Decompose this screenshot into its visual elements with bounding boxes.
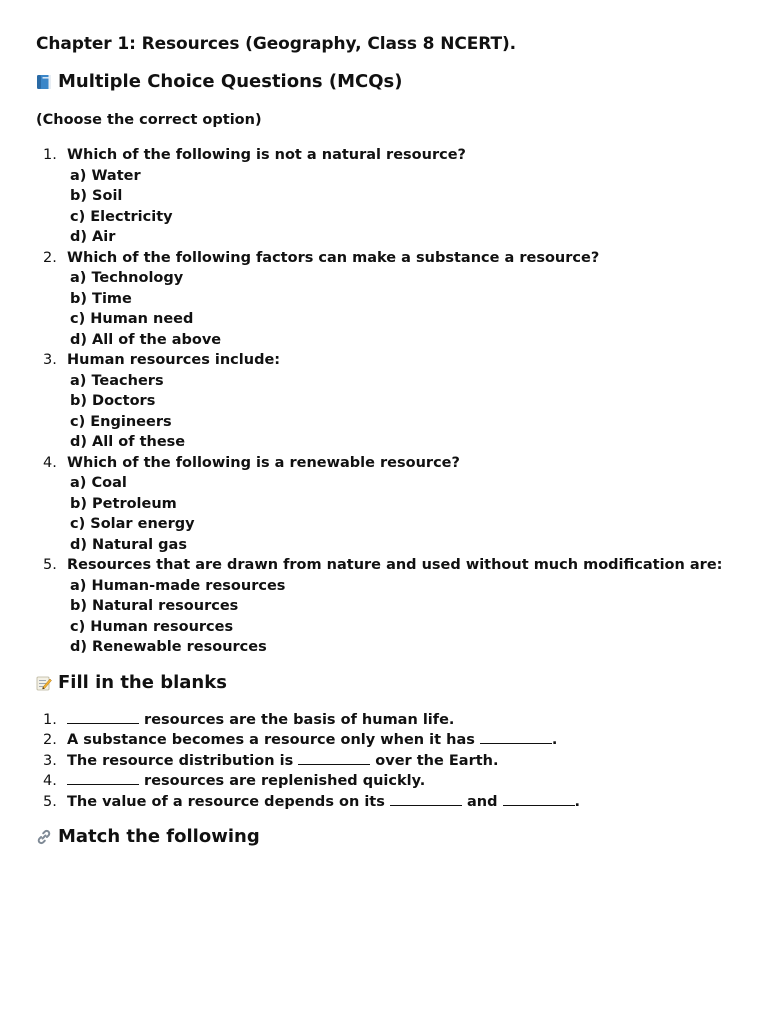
mcq-question xyxy=(36,248,736,351)
mcq-question xyxy=(36,555,736,658)
option-list xyxy=(36,268,736,350)
item-text-after: . xyxy=(574,793,581,810)
item-text-mid: and xyxy=(461,793,503,810)
option: a) Coal xyxy=(70,475,127,491)
blank-item xyxy=(36,710,736,731)
item-number: 4. xyxy=(43,773,57,789)
blank-item xyxy=(36,771,736,792)
item-text-after: resources are replenished quickly. xyxy=(139,773,426,789)
blank-item xyxy=(36,751,736,772)
blank-line xyxy=(480,730,552,744)
option: c) Solar energy xyxy=(70,516,195,532)
item-number: 1. xyxy=(43,711,57,728)
question-text: Resources that are drawn from nature and used without much modification are: xyxy=(67,557,723,573)
question-text: Which of the following is not a natural resource? xyxy=(67,147,466,163)
mcq-heading xyxy=(36,69,736,95)
match-heading xyxy=(36,824,736,850)
item-text xyxy=(67,771,425,792)
option: c) Human resources xyxy=(70,618,234,635)
question-text: Which of the following is a renewable resource? xyxy=(67,454,460,471)
question-number: 5. xyxy=(43,557,57,573)
item-number: 3. xyxy=(43,752,57,769)
option-list xyxy=(36,473,736,555)
blank-line xyxy=(67,771,139,785)
item-text xyxy=(67,710,454,731)
blue-book-icon xyxy=(36,74,52,90)
memo-pencil-icon xyxy=(36,675,52,691)
blank-line xyxy=(503,792,575,806)
option: c) Human need xyxy=(70,311,194,327)
blanks-list xyxy=(36,710,736,813)
question-number: 3. xyxy=(43,352,57,368)
mcq-question xyxy=(36,350,736,453)
blank-item xyxy=(36,792,736,813)
item-text-before: The resource distribution is xyxy=(67,752,299,769)
item-number: 2. xyxy=(43,732,57,748)
blank-line xyxy=(390,792,462,806)
option: a) Teachers xyxy=(70,372,164,389)
blanks-heading-text: Fill in the blanks xyxy=(58,671,227,693)
document-title: Chapter 1: Resources (Geography, Class 8 NCERT). xyxy=(36,34,516,54)
option-list xyxy=(36,371,736,453)
item-text xyxy=(67,751,498,772)
option: d) All of the above xyxy=(70,331,222,348)
mcq-question-list xyxy=(36,145,736,658)
blanks-heading xyxy=(36,670,736,696)
option: b) Natural resources xyxy=(70,598,239,614)
item-text-after: . xyxy=(551,732,558,748)
blank-line xyxy=(67,710,139,724)
question-text: Human resources include: xyxy=(67,352,281,368)
option: d) All of these xyxy=(70,434,186,450)
item-text xyxy=(67,792,580,813)
item-text xyxy=(67,730,557,751)
item-text-after: resources are the basis of human life. xyxy=(139,711,455,728)
option-list xyxy=(36,166,736,248)
option: a) Human-made resources xyxy=(70,577,286,594)
question-number: 4. xyxy=(43,454,57,471)
match-heading-text: Match the following xyxy=(58,826,260,847)
item-text-before: The value of a resource depends on its xyxy=(67,793,390,810)
option: c) Engineers xyxy=(70,413,172,430)
mcq-heading-text: Multiple Choice Questions (MCQs) xyxy=(58,71,403,92)
item-number: 5. xyxy=(43,793,57,810)
blank-line xyxy=(298,751,370,765)
option: b) Soil xyxy=(70,188,123,204)
question-number: 1. xyxy=(43,147,57,163)
option: a) Technology xyxy=(70,270,184,286)
option: a) Water xyxy=(70,167,141,184)
link-icon xyxy=(36,829,52,845)
option-list xyxy=(36,576,736,658)
item-text-after: over the Earth. xyxy=(370,752,499,769)
item-text-before: A substance becomes a resource only when it has xyxy=(67,732,480,748)
question-number: 2. xyxy=(43,249,57,266)
mcq-instruction: (Choose the correct option) xyxy=(36,112,262,128)
option: b) Petroleum xyxy=(70,495,177,512)
option: d) Natural gas xyxy=(70,536,187,553)
question-text: Which of the following factors can make a substance a resource? xyxy=(67,249,600,266)
option: d) Renewable resources xyxy=(70,639,267,655)
option: b) Time xyxy=(70,290,132,307)
option: b) Doctors xyxy=(70,393,156,409)
document-page xyxy=(36,32,736,850)
blank-item xyxy=(36,730,736,751)
mcq-question xyxy=(36,453,736,556)
option: d) Air xyxy=(70,229,116,245)
option: c) Electricity xyxy=(70,208,173,225)
mcq-question xyxy=(36,145,736,248)
